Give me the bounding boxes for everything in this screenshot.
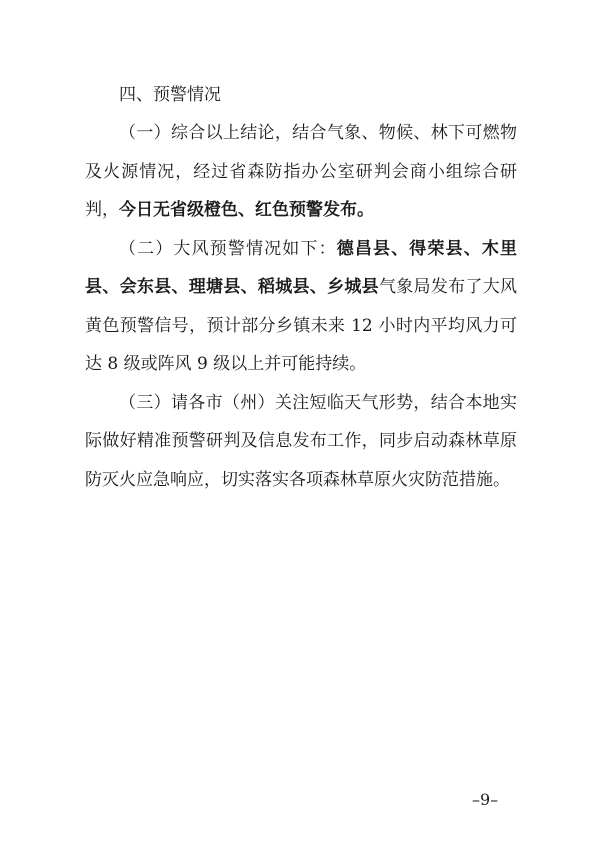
paragraph-3-text: （三）请各市（州）关注短临天气形势，结合本地实际做好精准预警研判及信息发布工作，同步启动森林草原防灭火应急响应，切实落实各项森林草原火灾防范措施。 [85, 392, 517, 490]
section-title: 四、预警情况 [119, 85, 221, 105]
paragraph-3 [85, 384, 517, 500]
paragraph-1-text: （一）综合以上结论，结合气象、物候、林下可燃物及火源情况，经过省森防指办公室研判会商小组综合研判， [85, 123, 517, 220]
document-body [85, 76, 517, 499]
paragraph-2-counties: 德昌县、得荣县、木里县、会东县、理塘县、稻城县、乡城县 [85, 238, 518, 297]
paragraph-1-bold-text: 今日无省级橙色、红色预警发布。 [119, 200, 374, 220]
paragraph-1 [85, 114, 517, 230]
paragraph-2-text-tail: 气象局发布了大风黄色预警信号，预计部分乡镇未来 12 小时内平均风力可达 8 级或阵风 9 级以上并可能持续。 [85, 277, 518, 374]
page-number: –9– [472, 790, 499, 809]
paragraph-2-text-lead: （二）大风预警情况如下： [119, 238, 337, 259]
paragraph-2 [85, 230, 517, 384]
